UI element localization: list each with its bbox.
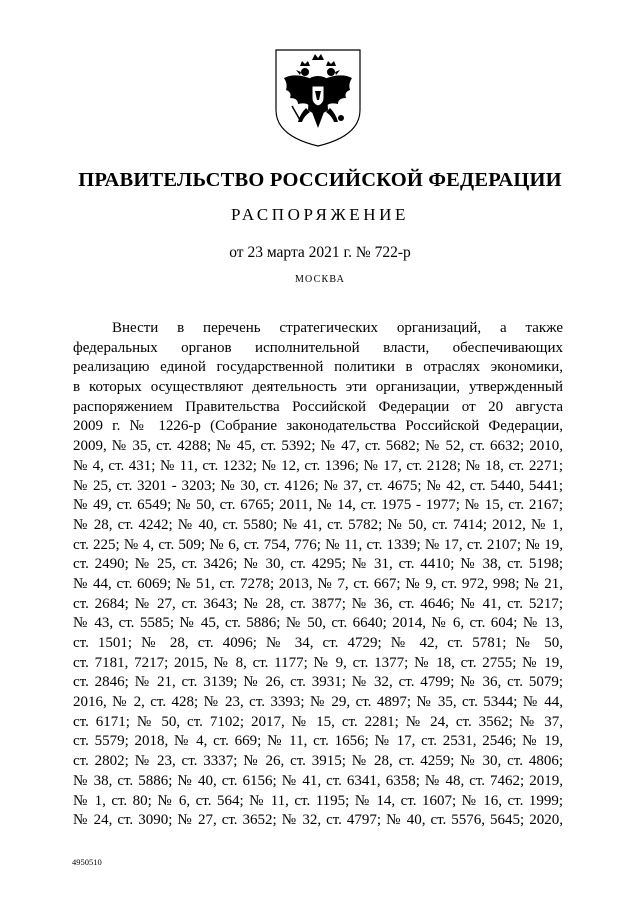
body-line: № 38, ст. 5886; № 40, ст. 6156; № 41, ст. 6341, 6358; № 48, ст. 7462; 2019, <box>73 772 563 789</box>
body-line: 2009, № 35, ст. 4288; № 45, ст. 5392; № 47, ст. 5682; № 52, ст. 6632; 2010, <box>73 438 563 455</box>
document-date-number: от 23 марта 2021 г. № 722-р <box>229 244 411 261</box>
body-line: ст. 6171; № 50, ст. 7102; 2017, № 15, ст. 2281; № 24, ст. 3562; № 37, <box>73 713 563 730</box>
body-line: ст. 5579; 2018, № 4, ст. 669; № 11, ст. 1656; № 17, ст. 2531, 2546; № 19, <box>73 733 563 750</box>
body-line: ст. 2490; № 25, ст. 3426; № 30, ст. 4295; № 31, ст. 4410; № 38, ст. 5198; <box>73 556 563 573</box>
body-line: в которых осуществляют деятельность эти организации, утвержденный <box>73 379 563 396</box>
organization-title: ПРАВИТЕЛЬСТВО РОССИЙСКОЙ ФЕДЕРАЦИИ <box>78 169 562 191</box>
body-line: распоряжением Правительства Российской Федерации от 20 августа <box>73 398 563 415</box>
body-line: № 43, ст. 5585; № 45, ст. 5886; № 50, ст. 6640; 2014, № 6, ст. 604; № 13, <box>73 615 563 632</box>
body-line: реализацию единой государственной политики в отраслях экономики, <box>73 359 563 376</box>
body-line: Внести в перечень стратегических организаций, а также <box>112 320 563 336</box>
body-line: ст. 225; № 4, ст. 509; № 6, ст. 754, 776; № 11, ст. 1339; № 17, ст. 2107; № 19, <box>73 536 563 553</box>
body-line: 2016, № 2, ст. 428; № 23, ст. 3393; № 29, ст. 4897; № 35, ст. 5344; № 44, <box>73 694 563 711</box>
body-line: ст. 2684; № 27, ст. 3643; № 28, ст. 3877; № 36, ст. 4646; № 41, ст. 5217; <box>73 595 563 612</box>
body-line: № 24, ст. 3090; № 27, ст. 3652; № 32, ст. 4797; № 40, ст. 5576, 5645; 2020, <box>73 812 563 829</box>
body-line: ст. 2802; № 23, ст. 3337; № 26, ст. 3915; № 28, ст. 4259; № 30, ст. 4806; <box>73 753 563 770</box>
document-type: РАСПОРЯЖЕНИЕ <box>230 205 410 224</box>
body-line: ст. 7181, 7217; 2015, № 8, ст. 1177; № 9, ст. 1377; № 18, ст. 2755; № 19, <box>73 654 563 671</box>
body-line: № 25, ст. 3201 - 3203; № 30, ст. 4126; № 37, ст. 4675; № 42, ст. 5440, 5441; <box>73 477 563 494</box>
body-line: ст. 2846; № 21, ст. 3139; № 26, ст. 3931; № 32, ст. 4799; № 36, ст. 5079; <box>73 674 563 691</box>
document-city: МОСКВА <box>294 274 346 285</box>
body-line: № 28, ст. 4242; № 40, ст. 5580; № 41, ст. 5782; № 50, ст. 7414; 2012, № 1, <box>73 516 563 533</box>
body-line: ст. 1501; № 28, ст. 4096; № 34, ст. 4729; № 42, ст. 5781; № 50, <box>73 635 563 651</box>
body-line: № 4, ст. 431; № 11, ст. 1232; № 12, ст. 1396; № 17, ст. 2128; № 18, ст. 2271; <box>73 457 563 474</box>
body-line: № 44, ст. 6069; № 51, ст. 7278; 2013, № 7, ст. 667; № 9, ст. 972, 998; № 21, <box>73 575 563 592</box>
body-line: 2009 г. № 1226-р (Собрание законодательства Российской Федерации, <box>73 418 563 435</box>
document-body <box>73 319 563 831</box>
body-line: федеральных органов исполнительной власти, обеспечивающих <box>73 339 563 356</box>
coat-of-arms-icon <box>274 48 362 148</box>
footer-document-code: 4950510 <box>72 857 102 867</box>
body-line: № 49, ст. 6549; № 50, ст. 6765; 2011, № 14, ст. 1975 - 1977; № 15, ст. 2167; <box>73 497 563 514</box>
body-line: № 1, ст. 80; № 6, ст. 564; № 11, ст. 1195; № 14, ст. 1607; № 16, ст. 1999; <box>73 792 563 809</box>
